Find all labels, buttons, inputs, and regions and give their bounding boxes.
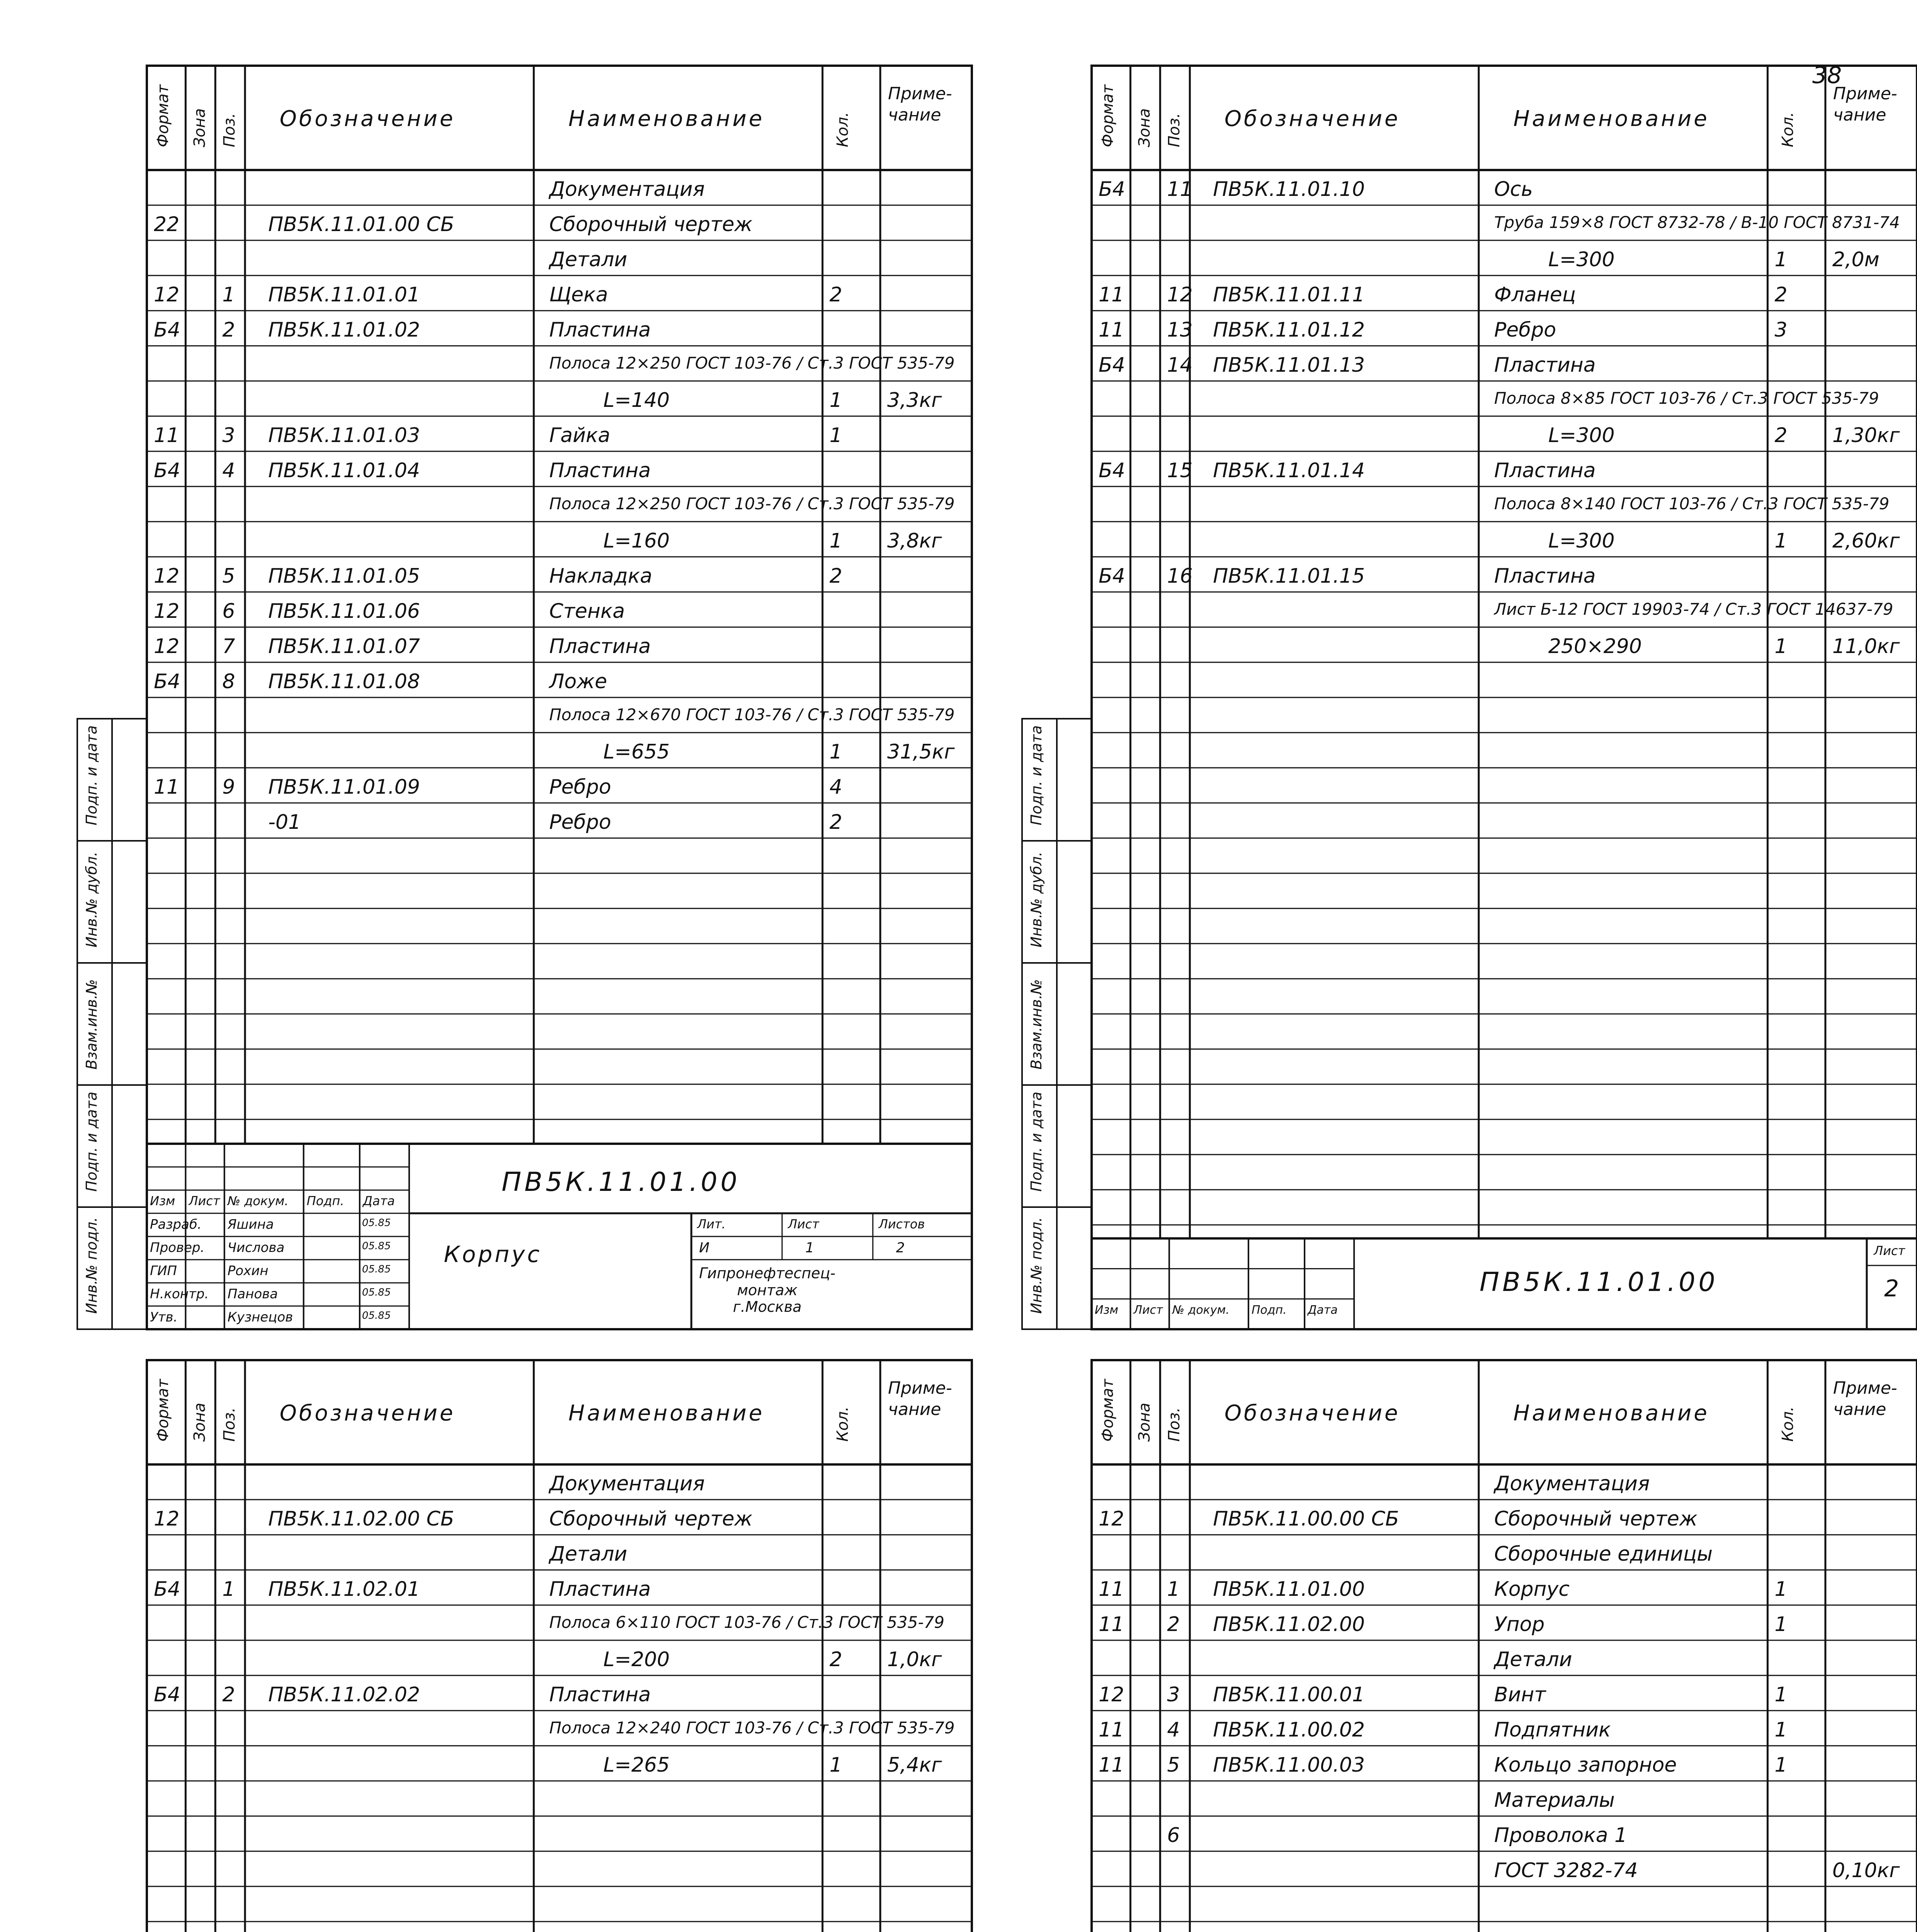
side-label: Подп. и дата [1028, 1092, 1045, 1192]
row-pos: 15 [1167, 459, 1193, 482]
row-pos: 9 [222, 776, 235, 799]
row-fmt: 11 [1099, 1578, 1124, 1601]
row-name: Лист Б-12 ГОСТ 19903-74 / Ст.3 ГОСТ 14637-79 [1494, 600, 1893, 619]
row-name: Полоса 8×140 ГОСТ 103-76 / Ст.3 ГОСТ 535-79 [1494, 494, 1890, 513]
header-zone: Зона [191, 1402, 209, 1442]
row-note: 11,0кг [1832, 635, 1900, 658]
row-name: L=300 [1548, 529, 1615, 553]
row-des: ПВ5К.11.01.07 [268, 635, 420, 658]
row-fmt: Б4 [154, 1683, 180, 1706]
row-name: 250×290 [1548, 635, 1642, 658]
header-designation: Обозначение [279, 106, 456, 131]
row-name: Ось [1494, 178, 1533, 201]
row-pos: 3 [222, 424, 235, 447]
row-name: Гайка [549, 424, 611, 447]
side-label: Подп. и дата [83, 725, 100, 825]
row-qty: 1 [1774, 1578, 1788, 1601]
row-des: ПВ5К.11.02.00 СБ [268, 1507, 454, 1531]
row-fmt: 12 [154, 600, 180, 623]
row-name: Фланец [1494, 283, 1576, 306]
row-qty: 1 [829, 740, 842, 764]
row-qty: 3 [1774, 318, 1788, 342]
header-pos: Поз. [221, 113, 239, 147]
tb-date: 05.85 [362, 1287, 391, 1298]
row-des: ПВ5К.11.02.00 [1213, 1613, 1365, 1636]
spec-sheet-3 [54, 1360, 972, 1932]
tb-label-ndok: № докум. [227, 1194, 289, 1208]
side-label: Инв.№ подл. [83, 1217, 100, 1314]
row-fmt: Б4 [1099, 354, 1125, 377]
row-name: Пластина [1494, 354, 1596, 377]
row-name: Ребро [1494, 318, 1556, 342]
row-name: Полоса 12×670 ГОСТ 103-76 / Ст.3 ГОСТ 535-79 [549, 705, 955, 724]
row-fmt: Б4 [1099, 565, 1125, 588]
row-des: -01 [268, 811, 301, 834]
header-qty: Кол. [1779, 1406, 1797, 1442]
row-name: Пластина [549, 318, 651, 342]
row-fmt: 11 [1099, 1753, 1124, 1777]
header-format: Формат [154, 1379, 172, 1442]
row-name: L=300 [1548, 424, 1615, 447]
tb-document-code: ПВ5К.11.01.00 [502, 1167, 740, 1197]
row-pos: 6 [1167, 1824, 1180, 1847]
row-pos: 1 [222, 283, 235, 306]
header-name: Наименование [1513, 1401, 1709, 1426]
row-name: Пластина [549, 1578, 651, 1601]
row-fmt: Б4 [154, 318, 180, 342]
row-fmt: 12 [154, 283, 180, 306]
tb-sheets: 2 [896, 1240, 905, 1256]
tb-person: Рохин [227, 1263, 269, 1279]
tb-label-podp: Подп. [1251, 1303, 1287, 1317]
row-fmt: 22 [154, 213, 180, 236]
row-fmt: 11 [1099, 1718, 1124, 1742]
row-pos: 12 [1167, 283, 1193, 306]
row-fmt: 12 [154, 565, 180, 588]
side-label: Подп. и дата [1028, 725, 1045, 825]
row-qty: 1 [1774, 1718, 1788, 1742]
row-qty: 1 [1774, 248, 1788, 271]
tb-document-name: Корпус [444, 1241, 542, 1267]
row-name: Пластина [549, 1683, 651, 1706]
header-name: Наименование [568, 1401, 765, 1426]
tb-label-data: Дата [1308, 1303, 1338, 1317]
row-name: Пластина [549, 635, 651, 658]
header-zone: Зона [1136, 108, 1154, 147]
row-name: Детали [549, 248, 628, 271]
row-fmt: Б4 [154, 1578, 180, 1601]
row-name: Сборочные единицы [1494, 1543, 1713, 1566]
row-note: 1,30кг [1832, 424, 1900, 447]
row-name: Ребро [549, 811, 611, 834]
row-name: Накладка [549, 565, 653, 588]
row-note: 31,5кг [887, 740, 955, 764]
row-des: ПВ5К.11.00.03 [1213, 1753, 1365, 1777]
row-qty: 1 [829, 1753, 842, 1777]
row-name: Документация [549, 1472, 705, 1495]
row-pos: 1 [1167, 1578, 1180, 1601]
row-fmt: 12 [1099, 1507, 1124, 1531]
row-pos: 2 [222, 1683, 235, 1706]
side-label: Взам.инв.№ [83, 979, 100, 1070]
row-fmt: 11 [1099, 318, 1124, 342]
row-pos: 11 [1167, 178, 1193, 201]
tb-organization: Гипронефтеспец- монтаж г.Москва [699, 1265, 836, 1316]
header-zone: Зона [191, 108, 209, 147]
row-des: ПВ5К.11.01.05 [268, 565, 420, 588]
row-pos: 1 [222, 1578, 235, 1601]
row-name: Материалы [1494, 1789, 1615, 1812]
header-qty: Кол. [834, 1406, 852, 1442]
side-label: Инв.№ дубл. [1028, 852, 1045, 947]
row-name: Пластина [1494, 565, 1596, 588]
tb-document-code: ПВ5К.11.01.00 [1479, 1267, 1718, 1298]
tb-label-ndok: № докум. [1172, 1303, 1230, 1317]
row-des: ПВ5К.11.01.00 СБ [268, 213, 454, 236]
header-name: Наименование [1513, 106, 1709, 131]
row-pos: 8 [222, 670, 235, 693]
header-designation: Обозначение [1224, 106, 1400, 131]
row-fmt: Б4 [154, 459, 180, 482]
tb-label-izm: Изм [1095, 1303, 1119, 1317]
row-pos: 2 [222, 318, 235, 342]
tb-date: 05.85 [362, 1310, 391, 1321]
tb-person: Яшина [227, 1217, 274, 1232]
row-name: Полоса 12×250 ГОСТ 103-76 / Ст.3 ГОСТ 535-79 [549, 354, 955, 372]
row-des: ПВ5К.11.01.12 [1213, 318, 1365, 342]
row-des: ПВ5К.11.01.00 [1213, 1578, 1365, 1601]
tb-sheet: 1 [805, 1240, 814, 1256]
row-note: 3,8кг [887, 529, 942, 553]
row-fmt: 11 [154, 424, 180, 447]
row-fmt: Б4 [1099, 178, 1125, 201]
header-format: Формат [1099, 84, 1117, 147]
row-name: Подпятник [1494, 1718, 1611, 1742]
row-name: Кольцо запорное [1494, 1753, 1677, 1777]
row-des: ПВ5К.11.00.02 [1213, 1718, 1365, 1742]
row-pos: 5 [1167, 1753, 1180, 1777]
header-designation: Обозначение [279, 1401, 456, 1426]
row-qty: 1 [1774, 635, 1788, 658]
header-qty: Кол. [1779, 112, 1797, 147]
header-name: Наименование [568, 106, 765, 131]
row-qty: 2 [1774, 424, 1788, 447]
row-qty: 1 [1774, 1753, 1788, 1777]
header-note: Приме- чание [1833, 1378, 1897, 1419]
side-label: Подп. и дата [83, 1092, 100, 1192]
row-name: L=140 [603, 389, 670, 412]
tb-lit: И [699, 1240, 710, 1256]
row-des: ПВ5К.11.01.14 [1213, 459, 1365, 482]
row-name: Детали [1494, 1648, 1572, 1671]
row-des: ПВ5К.11.01.03 [268, 424, 420, 447]
row-des: ПВ5К.11.01.11 [1213, 283, 1365, 306]
row-qty: 2 [829, 1648, 842, 1671]
tb-sheet: 2 [1884, 1275, 1899, 1302]
tb-role: ГИП [150, 1263, 177, 1279]
row-qty: 2 [829, 811, 842, 834]
row-name: Документация [1494, 1472, 1650, 1495]
sheet-frame [54, 66, 972, 1329]
header-format: Формат [154, 84, 172, 147]
row-qty: 2 [829, 283, 842, 306]
tb-role: Разраб. [150, 1217, 202, 1232]
row-name: Полоса 6×110 ГОСТ 103-76 / Ст.3 ГОСТ 535-79 [549, 1613, 944, 1632]
row-name: Пластина [549, 459, 651, 482]
outer-frame [147, 1360, 972, 1932]
spec-sheet-2 [999, 66, 1917, 1329]
row-name: Документация [549, 178, 705, 201]
row-name: Сборочный чертеж [1494, 1507, 1698, 1531]
row-name: Полоса 8×85 ГОСТ 103-76 / Ст.3 ГОСТ 535-79 [1494, 389, 1879, 408]
row-pos: 7 [222, 635, 235, 658]
spec-sheet-4 [999, 1360, 1917, 1932]
row-des: ПВ5К.11.01.09 [268, 776, 420, 799]
header-format: Формат [1099, 1379, 1117, 1442]
row-note: 0,10кг [1832, 1859, 1900, 1882]
sheet-frame [999, 1360, 1917, 1932]
tb-person: Панова [227, 1286, 278, 1302]
row-name: ГОСТ 3282-74 [1494, 1859, 1638, 1882]
row-name: Корпус [1494, 1578, 1570, 1601]
row-des: ПВ5К.11.01.06 [268, 600, 420, 623]
row-des: ПВ5К.11.02.02 [268, 1683, 420, 1706]
row-qty: 1 [829, 424, 842, 447]
tb-label-sheet: Лист [788, 1217, 820, 1231]
row-name: L=200 [603, 1648, 670, 1671]
row-name: Стенка [549, 600, 625, 623]
row-des: ПВ5К.11.01.10 [1213, 178, 1365, 201]
header-note: Приме- чание [888, 84, 952, 125]
row-pos: 6 [222, 600, 235, 623]
spec-sheet-1 [54, 66, 972, 1329]
tb-label-data: Дата [362, 1194, 395, 1208]
tb-role: Провер. [150, 1240, 205, 1255]
row-qty: 2 [1774, 283, 1788, 306]
row-qty: 1 [1774, 1613, 1788, 1636]
row-qty: 1 [829, 529, 842, 553]
row-name: L=655 [603, 740, 670, 764]
row-pos: 2 [1167, 1613, 1180, 1636]
row-name: Сборочный чертеж [549, 213, 753, 236]
row-note: 3,3кг [887, 389, 942, 412]
row-name: L=265 [603, 1753, 670, 1777]
side-label: Инв.№ подл. [1028, 1217, 1045, 1314]
tb-label-list: Лист [189, 1194, 220, 1208]
row-fmt: 12 [154, 635, 180, 658]
row-name: Пластина [1494, 459, 1596, 482]
header-zone: Зона [1136, 1402, 1154, 1442]
tb-role: Утв. [150, 1310, 178, 1325]
tb-label-podp: Подп. [306, 1194, 344, 1208]
header-pos: Поз. [1165, 113, 1184, 147]
row-pos: 4 [1167, 1718, 1180, 1742]
row-pos: 14 [1167, 354, 1193, 377]
row-fmt: 11 [154, 776, 180, 799]
row-name: Проволока 1 [1494, 1824, 1628, 1847]
header-pos: Поз. [1165, 1407, 1184, 1442]
row-pos: 16 [1167, 565, 1193, 588]
row-name: Щека [549, 283, 608, 306]
header-pos: Поз. [221, 1407, 239, 1442]
row-name: Труба 159×8 ГОСТ 8732-78 / В-10 ГОСТ 8731-74 [1494, 213, 1900, 232]
row-fmt: Б4 [1099, 459, 1125, 482]
row-fmt: Б4 [154, 670, 180, 693]
row-name: Детали [549, 1543, 628, 1566]
tb-label-lit: Лит. [697, 1217, 726, 1231]
row-des: ПВ5К.11.01.02 [268, 318, 420, 342]
row-qty: 4 [829, 776, 842, 799]
sheet-frame [54, 1360, 972, 1932]
row-des: ПВ5К.11.01.01 [268, 283, 420, 306]
row-qty: 1 [1774, 1683, 1788, 1706]
row-fmt: 12 [1099, 1683, 1124, 1706]
tb-label-sheets: Листов [878, 1217, 925, 1231]
header-designation: Обозначение [1224, 1401, 1400, 1426]
row-fmt: 11 [1099, 283, 1124, 306]
row-name: Винт [1494, 1683, 1546, 1706]
row-pos: 13 [1167, 318, 1193, 342]
page-number: 38 [1812, 62, 1842, 89]
header-note: Приме- чание [1833, 84, 1897, 125]
tb-label-sheet: Лист [1874, 1243, 1905, 1258]
tb-label-list: Лист [1133, 1303, 1163, 1317]
row-name: Сборочный чертеж [549, 1507, 753, 1531]
row-name: L=160 [603, 529, 670, 553]
row-des: ПВ5К.11.01.13 [1213, 354, 1365, 377]
tb-label-izm: Изм [150, 1194, 175, 1208]
row-note: 1,0кг [887, 1648, 942, 1671]
row-pos: 3 [1167, 1683, 1180, 1706]
tb-role: Н.контр. [150, 1286, 209, 1302]
header-note: Приме- чание [888, 1378, 952, 1419]
tb-date: 05.85 [362, 1264, 391, 1275]
row-name: Упор [1494, 1613, 1545, 1636]
tb-person: Числова [227, 1240, 285, 1255]
header-qty: Кол. [834, 112, 852, 147]
side-label: Взам.инв.№ [1028, 979, 1045, 1070]
side-label: Инв.№ дубл. [83, 852, 100, 947]
row-des: ПВ5К.11.00.01 [1213, 1683, 1365, 1706]
row-name: Ребро [549, 776, 611, 799]
tb-person: Кузнецов [227, 1310, 293, 1325]
row-qty: 1 [1774, 529, 1788, 553]
row-name: L=300 [1548, 248, 1615, 271]
row-pos: 5 [222, 565, 235, 588]
row-des: ПВ5К.11.01.04 [268, 459, 420, 482]
row-des: ПВ5К.11.01.08 [268, 670, 420, 693]
row-note: 5,4кг [887, 1753, 942, 1777]
row-note: 2,60кг [1832, 529, 1900, 553]
row-name: Полоса 12×240 ГОСТ 103-76 / Ст.3 ГОСТ 535-79 [549, 1718, 955, 1737]
row-name: Ложе [549, 670, 607, 693]
row-pos: 4 [222, 459, 235, 482]
row-fmt: 12 [154, 1507, 180, 1531]
row-note: 2,0м [1832, 248, 1880, 271]
row-des: ПВ5К.11.02.01 [268, 1578, 420, 1601]
row-des: ПВ5К.11.01.15 [1213, 565, 1365, 588]
row-des: ПВ5К.11.00.00 СБ [1213, 1507, 1399, 1531]
tb-date: 05.85 [362, 1240, 391, 1252]
row-qty: 2 [829, 565, 842, 588]
row-qty: 1 [829, 389, 842, 412]
tb-date: 05.85 [362, 1217, 391, 1229]
row-fmt: 11 [1099, 1613, 1124, 1636]
row-name: Полоса 12×250 ГОСТ 103-76 / Ст.3 ГОСТ 535-79 [549, 494, 955, 513]
